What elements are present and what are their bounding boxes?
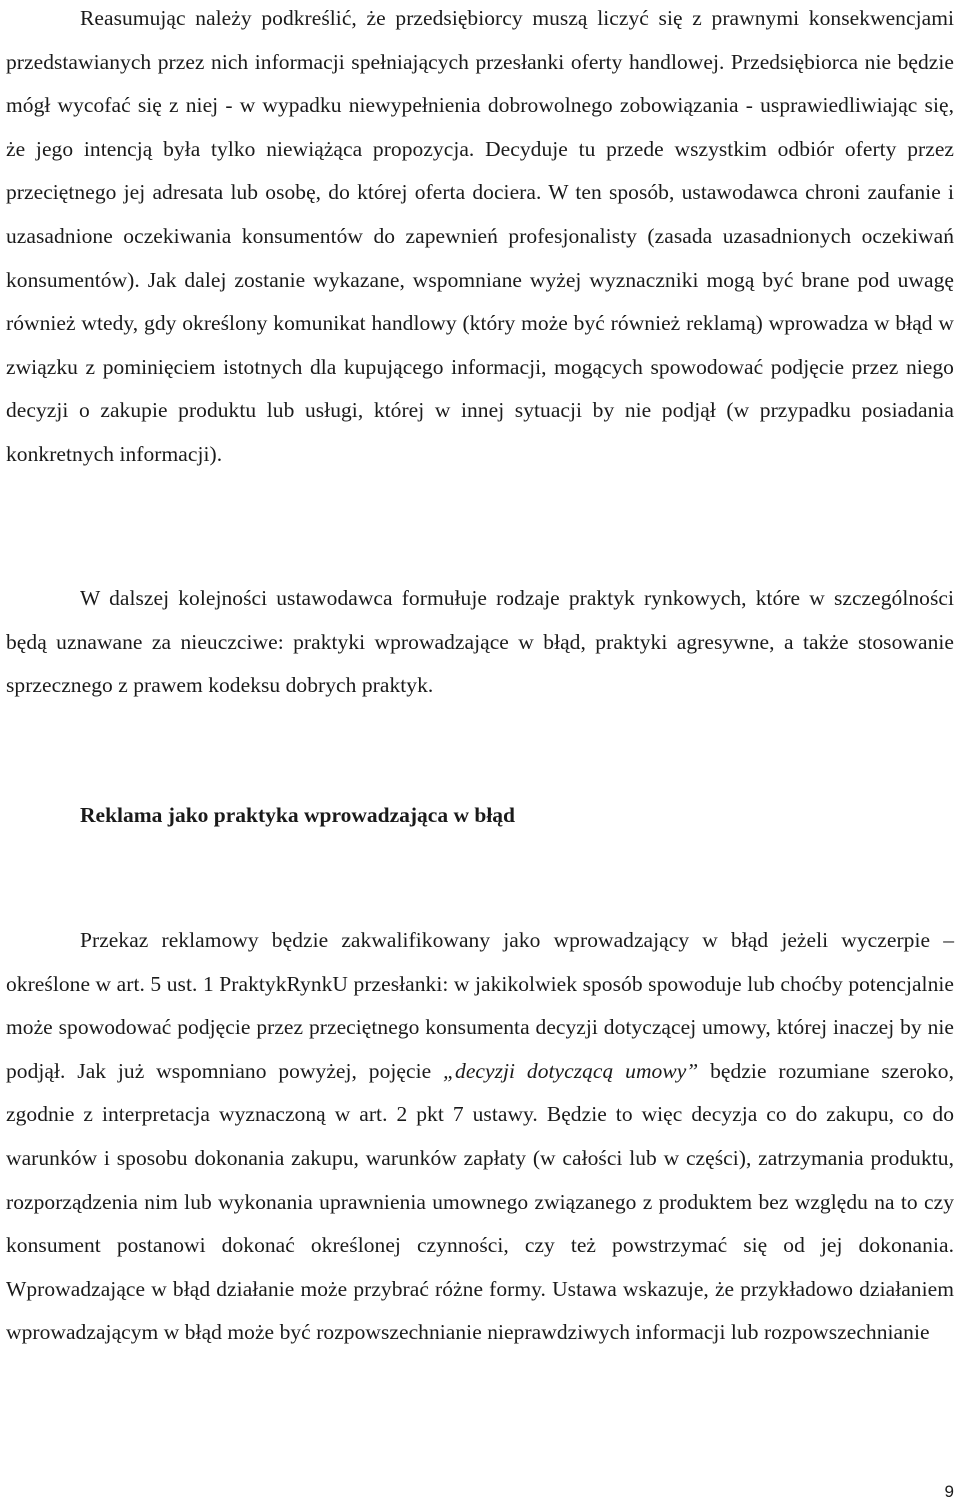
paragraph: Reasumując należy podkreślić, że przedsiębiorcy muszą liczyć się z prawnymi konsekwencjami przedstawianych przez nich informacji spełniających przesłanki oferty handlowej. Przedsiębiorca nie będzie mógł wycofać się z niej - w wypadku niewypełnienia dobrowolnego zobowiązania - usprawiedliwiając się, że jego intencją była tylko niewiążąca propozycja. Decyduje tu przede wszystkim odbiór oferty przez przeciętnego jej adresata lub osobę, do której oferta dociera. W ten sposób, ustawodawca chroni zaufanie i uzasadnione oczekiwania konsumentów do zapewnień profesjonalisty (zasada uzasadnionych oczekiwań konsumentów). Jak dalej zostanie wykazane, wspomniane wyżej wyznaczniki mogą być brane pod uwagę również wtedy, gdy określony komunikat handlowy (który może być również reklamą) wprowadza w błąd w związku z pominięciem istotnych dla kupującego informacji, mogących spowodować podjęcie przez niego decyzji o zakupie produktu lub usługi, której w innej sytuacji by nie podjął (w przypadku posiadania konkretnych informacji). — [6, 6, 954, 466]
paragraph-text: Przekaz reklamowy będzie zakwalifikowany jako wprowadzający w błąd jeżeli wyczerpie – określone w art. 5 ust. 1 PraktykRynkU przesłanki: w jakikolwiek sposób spowoduje lub choćby potencjalnie może spowodować podjęcie przez przeciętnego konsumenta decyzji dotyczącej umowy, której inaczej by nie podjął. Jak już wspomniano powyżej, pojęcie — [6, 928, 954, 1083]
paragraph — [6, 919, 954, 1355]
paragraph-text: będzie rozumiane szeroko, zgodnie z interpretacja wyznaczoną w art. 2 pkt 7 ustawy. Będzie to więc decyzja co do zakupu, co do warunków i sposobu dokonania zakupu, warunków zapłaty (w całości lub w części), zatrzymania produktu, rozporządzenia nim lub wykonania uprawnienia umownego związanego z produktem bez względu na to czy konsument postanowi dokonać określonej czynności, czy też powstrzymać się od jej dokonania. Wprowadzające w błąd działanie może przybrać różne formy. Ustawa wskazuje, że przykładowo działaniem wprowadzającym w błąd może być rozpowszechnianie nieprawdziwych informacji lub rozpowszechnianie — [6, 1058, 954, 1345]
page-number: 9 — [944, 1482, 954, 1501]
italic-quote: „decyzji dotyczącą umowy” — [443, 1058, 699, 1083]
paragraph: W dalszej kolejności ustawodawca formułuje rodzaje praktyk rynkowych, które w szczególności będą uznawane za nieuczciwe: praktyki wprowadzające w błąd, praktyki agresywne, a także stosowanie sprzecznego z prawem kodeksu dobrych praktyk. — [6, 586, 954, 698]
section-heading: Reklama jako praktyka wprowadzająca w błąd — [80, 803, 516, 827]
